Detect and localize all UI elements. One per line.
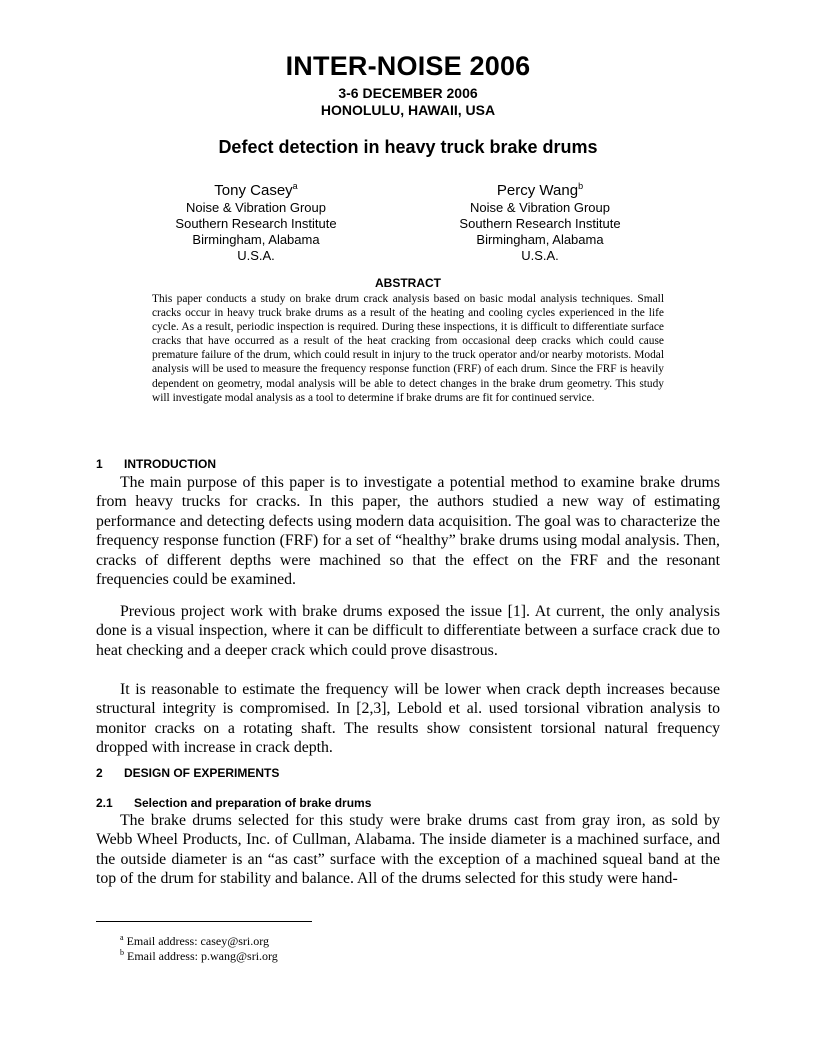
abstract-heading: ABSTRACT bbox=[375, 276, 441, 290]
section-number: 1 bbox=[96, 457, 103, 471]
footnote-text: Email address: p.wang@sri.org bbox=[127, 949, 278, 963]
section-number: 2.1 bbox=[96, 796, 113, 810]
section-title: INTRODUCTION bbox=[124, 457, 216, 471]
section-title: DESIGN OF EXPERIMENTS bbox=[124, 766, 280, 780]
conference-date: 3-6 DECEMBER 2006 bbox=[338, 85, 478, 101]
author-name: Tony Casey$^a$ bbox=[214, 181, 298, 199]
section-title: Selection and preparation of brake drums bbox=[134, 796, 372, 810]
subsection-heading-selection bbox=[96, 796, 371, 810]
conference-location: HONOLULU, HAWAII, USA bbox=[320, 102, 496, 118]
author-block-casey bbox=[126, 177, 386, 264]
author-footnote-mark: a bbox=[292, 181, 298, 191]
author-footnote-mark: b bbox=[578, 181, 584, 191]
footnote-mark: a bbox=[120, 933, 124, 942]
paragraph: The main purpose of this paper is to investigate a potential method to examine brake drums from heavy trucks for cracks. In this paper, the authors studied a new way of estimating performance and detecting defects using modern data acquisition. The goal was to characterize the frequency response function (FRF) for a set of “healthy” brake drums using modal analysis. Then, cracks of different depths were machined so that the effect on the FRF and the resonant frequencies could be examined. bbox=[96, 474, 720, 589]
abstract-text: This paper conducts a study on brake drum crack analysis based on basic modal analysis techniques. Small cracks occur in heavy truck brake drums as a result of the heating and cooling cycles experienced in the life cycle. As a result, periodic inspection is required. During these inspections, it is difficult to differentiate surface cracks that have occurred as a result of the heat cracking from occasional deep cracks which could cause premature failure of the drum, which could result in injury to the truck operator and/or nearby motorists. Modal analysis will be used to measure the frequency response function (FRF) of each drum. Since the FRF is heavily dependent on geometry, modal analysis will be able to detect changes in the brake drum geometry. This study will investigate modal analysis as a tool to determine if brake drums are fit for continued service. bbox=[152, 293, 664, 404]
footnote-divider bbox=[96, 921, 312, 922]
conference-title: INTER-NOISE 2006 bbox=[285, 51, 531, 81]
author-city: Birmingham, Alabama bbox=[476, 232, 604, 247]
author-country: U.S.A. bbox=[237, 248, 275, 263]
paragraph: It is reasonable to estimate the frequency will be lower when crack depth increases because structural integrity is compromised. In [2,3], Lebold et al. used torsional vibration analysis to monitor cracks on a rotating shaft. The results show consistent torsional natural frequency dropped with increase in crack depth. bbox=[96, 681, 720, 757]
author-name: Percy Wang$^b$ bbox=[496, 181, 584, 199]
section-heading-introduction bbox=[96, 457, 216, 471]
author-country: U.S.A. bbox=[521, 248, 559, 263]
author-city: Birmingham, Alabama bbox=[192, 232, 320, 247]
footnote-text: Email address: casey@sri.org bbox=[126, 934, 270, 948]
paragraph: The brake drums selected for this study were brake drums cast from gray iron, as sold by Webb Wheel Products, Inc. of Cullman, Alabama. The inside diameter is a machined surface, and the outside diameter is an “as cast” surface with the exception of a machined squeal band at the top of the drum for stability and balance. All of the drums selected for this study were hand- bbox=[96, 812, 720, 888]
section-heading-design-of-experiments bbox=[96, 766, 279, 780]
author-group: Noise & Vibration Group bbox=[186, 200, 326, 215]
paper-title: Defect detection in heavy truck brake drums bbox=[218, 137, 598, 157]
paragraph: Previous project work with brake drums exposed the issue [1]. At current, the only analysis done is a visual inspection, where it can be difficult to differentiate between a surface crack due to heat checking and a deeper crack which could prove disastrous. bbox=[96, 603, 720, 659]
author-institute: Southern Research Institute bbox=[175, 216, 337, 231]
footnote-b bbox=[120, 945, 278, 964]
section-number: 2 bbox=[96, 766, 103, 780]
author-group: Noise & Vibration Group bbox=[470, 200, 610, 215]
author-institute: Southern Research Institute bbox=[459, 216, 621, 231]
author-block-wang bbox=[410, 177, 670, 264]
footnote-mark: b bbox=[120, 948, 124, 957]
